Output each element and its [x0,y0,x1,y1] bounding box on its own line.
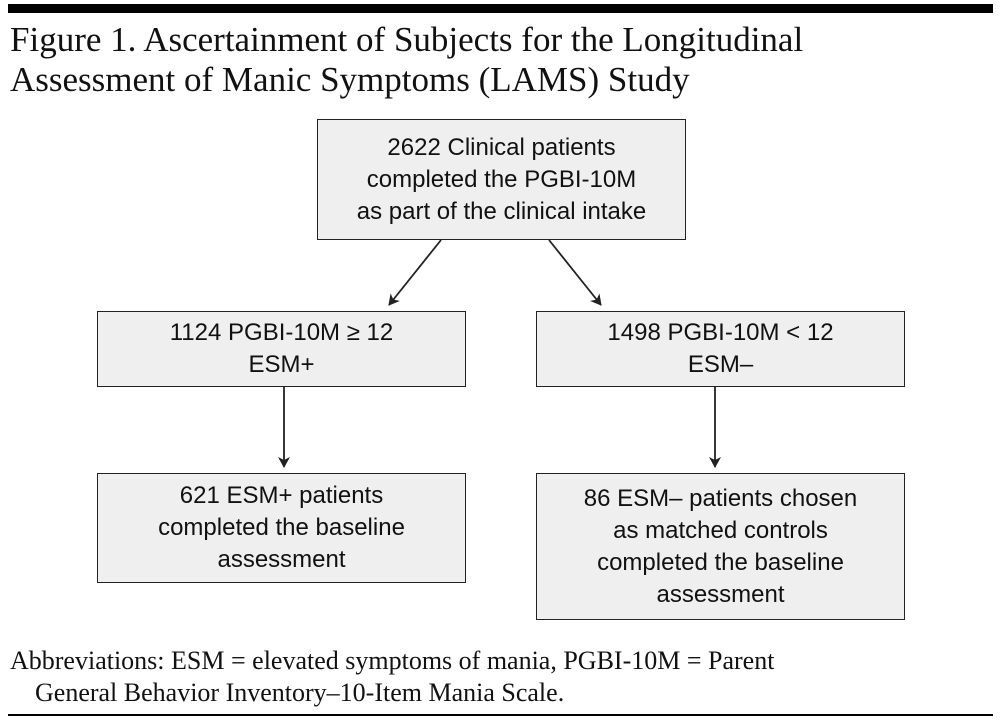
box-line: 621 ESM+ patients [179,482,384,509]
arrow-top-to-left-mid [389,240,441,305]
footnote-line-1: Abbreviations: ESM = elevated symptoms of mania, PGBI-10M = Parent [10,646,775,675]
box-line: completed the baseline [158,514,405,541]
box-line: assessment [656,580,785,608]
figure-title-line-1: Figure 1. Ascertainment of Subjects for the Longitudinal [10,20,804,59]
arrow-top-to-right-mid [549,240,601,305]
box-line: completed the baseline [597,548,844,576]
box-line: as part of the clinical intake [356,197,647,225]
footnote-line-2: General Behavior Inventory–10-Item Mania Scale. [35,678,565,707]
box-esm-negative-controls [536,473,905,620]
box-esm-positive-baseline [97,473,466,583]
box-esm-positive [97,311,466,387]
box-line: completed the PGBI-10M [366,165,637,193]
abbreviations-footnote [10,645,995,709]
box-line: ESM– [687,351,754,378]
box-line: as matched controls [613,516,828,544]
box-line: ESM+ [248,351,315,378]
box-line: 1124 PGBI-10M ≥ 12 [169,319,394,346]
box-line: 86 ESM– patients chosen [583,484,858,512]
box-line: assessment [217,546,346,573]
figure-title-line-2: Assessment of Manic Symptoms (LAMS) Study [10,60,690,99]
box-line: 1498 PGBI-10M < 12 [607,319,834,346]
box-line: 2622 Clinical patients [387,133,616,161]
box-esm-negative [536,311,905,387]
bottom-rule [8,714,993,716]
box-clinical-patients [317,119,686,240]
